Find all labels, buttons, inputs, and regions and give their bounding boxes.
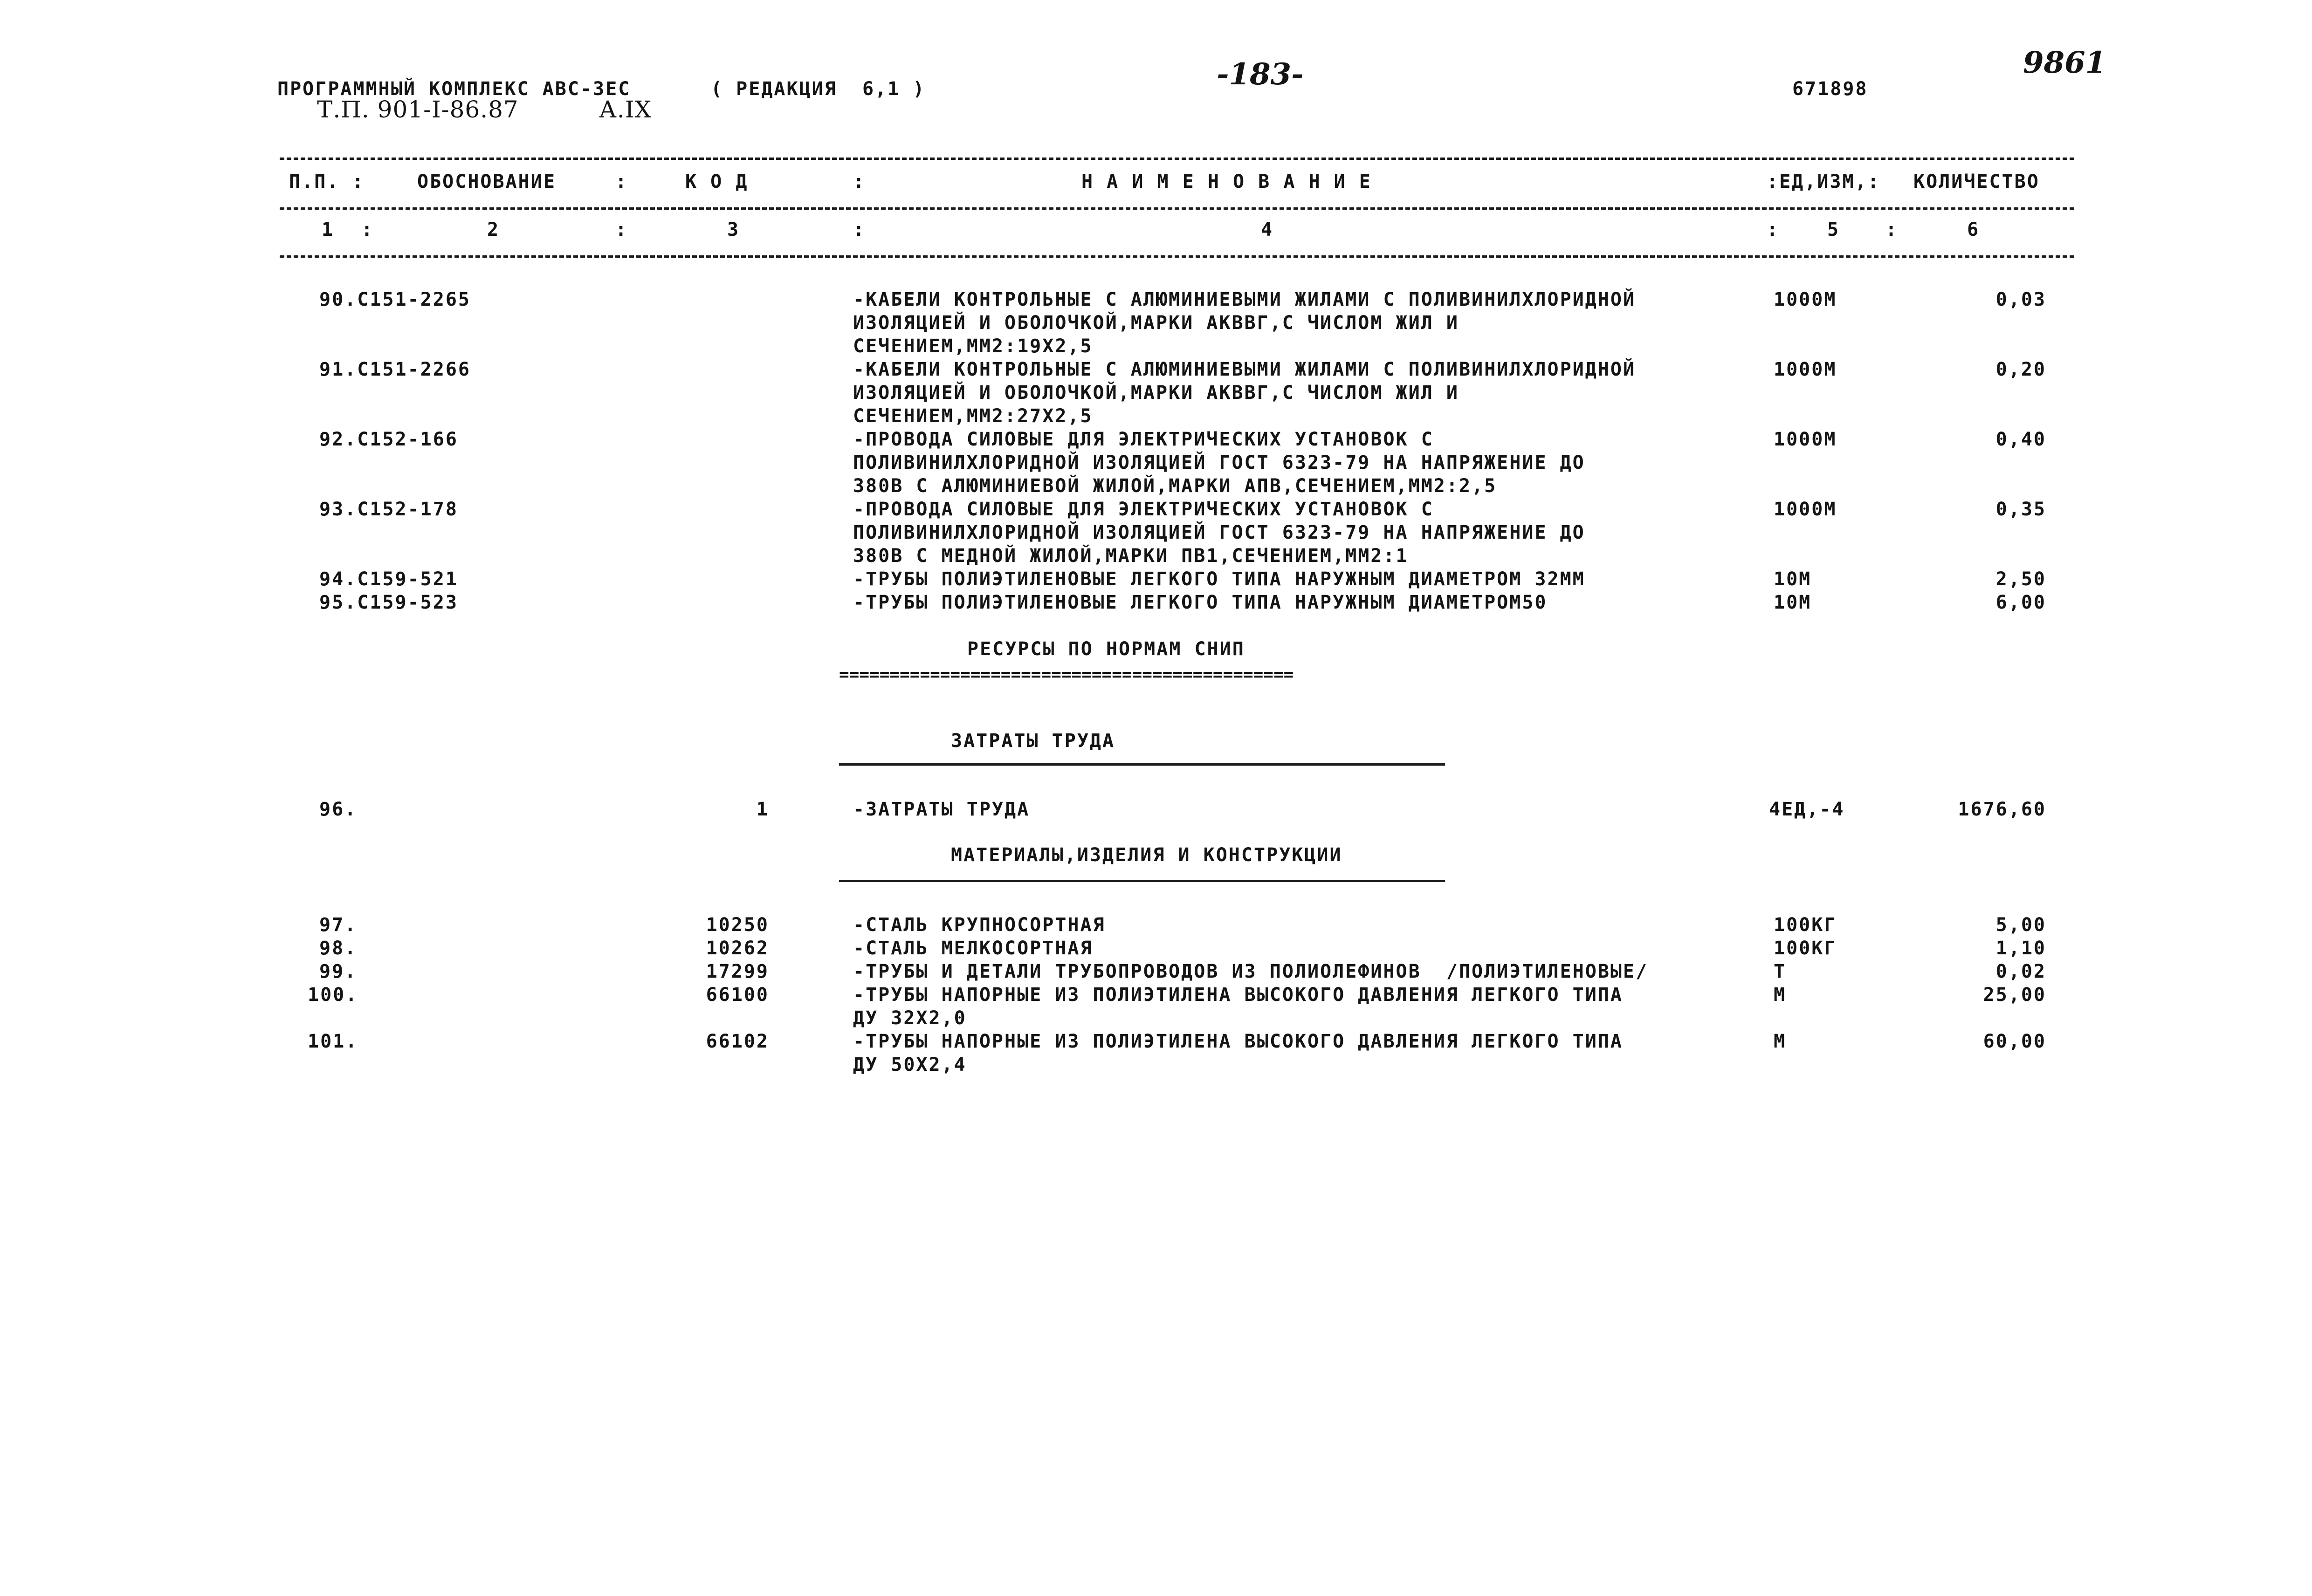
row-quantity: 0,40	[1995, 429, 2046, 450]
col-header-basis: ОБОСНОВАНИЕ	[417, 171, 556, 192]
row-quantity: 60,00	[1983, 1031, 2046, 1052]
album-number: А.IX	[599, 96, 652, 123]
col-header-sep1: :	[615, 171, 628, 192]
row-quantity: 6,00	[1995, 592, 2046, 613]
row-quantity: 0,02	[1995, 961, 2046, 982]
row-number: 92.С152-166	[319, 429, 458, 450]
row-unit: 10М	[1774, 569, 1812, 590]
col-number-sep3: :	[853, 219, 866, 240]
row-code: 17299	[706, 961, 769, 982]
col-header-sep2: :	[853, 171, 866, 192]
row-unit: 1000М	[1774, 359, 1837, 380]
row-quantity: 1,10	[1995, 938, 2046, 959]
row-unit: 10М	[1774, 592, 1812, 613]
col-number-3: 3	[727, 219, 740, 240]
col-header-unit: :ЕД,ИЗМ,:	[1767, 171, 1880, 192]
row-unit: М	[1774, 1031, 1787, 1052]
section-title-materials: МАТЕРИАЛЫ,ИЗДЕЛИЯ И КОНСТРУКЦИИ	[951, 844, 1342, 866]
col-number-sep5: :	[1885, 219, 1899, 240]
section-rule-labor	[839, 763, 1445, 766]
row-unit: 1000М	[1774, 289, 1837, 310]
row-number: 100.	[308, 984, 358, 1006]
row-name: -КАБЕЛИ КОНТРОЛЬНЫЕ С АЛЮМИНИЕВЫМИ ЖИЛАМИ С ПОЛИВИНИЛХЛОРИДНОЙ ИЗОЛЯЦИЕЙ И ОБОЛОЧКОЙ,МАРКИ АКВВГ,С ЧИСЛОМ ЖИЛ И СЕЧЕНИЕМ,ММ2:19Х2,5	[853, 289, 1636, 357]
row-code: 10262	[706, 938, 769, 959]
col-header-quantity: КОЛИЧЕСТВО	[1913, 171, 2040, 192]
row-name: -ТРУБЫ НАПОРНЫЕ ИЗ ПОЛИЭТИЛЕНА ВЫСОКОГО ДАВЛЕНИЯ ЛЕГКОГО ТИПА ДУ 32Х2,0	[853, 984, 1624, 1029]
row-name: -КАБЕЛИ КОНТРОЛЬНЫЕ С АЛЮМИНИЕВЫМИ ЖИЛАМИ С ПОЛИВИНИЛХЛОРИДНОЙ ИЗОЛЯЦИЕЙ И ОБОЛОЧКОЙ,МАРКИ АКВВГ,С ЧИСЛОМ ЖИЛ И СЕЧЕНИЕМ,ММ2:27Х2,5	[853, 359, 1636, 427]
col-header-code: К О Д	[685, 171, 749, 192]
col-number-1: 1	[322, 219, 335, 240]
row-quantity: 0,20	[1995, 359, 2046, 380]
section-title-labor: ЗАТРАТЫ ТРУДА	[951, 730, 1115, 752]
row-code: 1	[756, 799, 769, 820]
row-unit: Т	[1774, 961, 1787, 982]
row-unit: 100КГ	[1774, 914, 1837, 936]
row-unit: 1000М	[1774, 429, 1837, 450]
row-code: 66102	[706, 1031, 769, 1052]
row-name: -ТРУБЫ НАПОРНЫЕ ИЗ ПОЛИЭТИЛЕНА ВЫСОКОГО ДАВЛЕНИЯ ЛЕГКОГО ТИПА ДУ 50Х2,4	[853, 1031, 1624, 1075]
row-number: 95.С159-523	[319, 592, 458, 613]
row-number: 90.С151-2265	[319, 289, 471, 310]
col-number-2: 2	[487, 219, 500, 240]
row-name: -ТРУБЫ ПОЛИЭТИЛЕНОВЫЕ ЛЕГКОГО ТИПА НАРУЖНЫМ ДИАМЕТРОМ50	[853, 592, 1548, 613]
row-unit: 100КГ	[1774, 938, 1837, 959]
row-number: 91.С151-2266	[319, 359, 471, 380]
program-name: ПРОГРАММНЫЙ КОМПЛЕКС АВС-ЗЕС	[277, 78, 631, 100]
row-quantity: 1676,60	[1958, 799, 2046, 820]
col-number-sep4: :	[1767, 219, 1780, 240]
section-rule-materials	[839, 880, 1445, 882]
col-number-sep1: :	[361, 219, 374, 240]
row-number: 99.	[319, 961, 358, 982]
col-number-5: 5	[1827, 219, 1840, 240]
double-rule: =============================================	[839, 665, 1294, 684]
document-number: 671898	[1792, 78, 1868, 100]
row-quantity: 25,00	[1983, 984, 2046, 1006]
col-number-sep2: :	[615, 219, 628, 240]
row-unit: М	[1774, 984, 1787, 1006]
row-code: 66100	[706, 984, 769, 1006]
row-number: 94.С159-521	[319, 569, 458, 590]
row-number: 93.С152-178	[319, 499, 458, 520]
section-title-resources: РЕСУРСЫ ПО НОРМАМ СНИП	[967, 638, 1245, 660]
col-number-4: 4	[1261, 219, 1274, 240]
row-name: -ПРОВОДА СИЛОВЫЕ ДЛЯ ЭЛЕКТРИЧЕСКИХ УСТАНОВОК С ПОЛИВИНИЛХЛОРИДНОЙ ИЗОЛЯЦИЕЙ ГОСТ 6323-79 НА НАПРЯЖЕНИЕ ДО 380В С АЛЮМИНИЕВОЙ ЖИЛОЙ,МАРКИ АПВ,СЕЧЕНИЕМ,ММ2:2,5	[853, 429, 1585, 497]
project-number: Т.П. 901-I-86.87	[317, 96, 519, 123]
corner-handwritten-number: 9861	[2023, 45, 2106, 80]
row-name: -СТАЛЬ МЕЛКОСОРТНАЯ	[853, 938, 1093, 959]
row-quantity: 0,03	[1995, 289, 2046, 310]
row-name: -ЗАТРАТЫ ТРУДА	[853, 799, 1030, 820]
row-name: -ТРУБЫ ПОЛИЭТИЛЕНОВЫЕ ЛЕГКОГО ТИПА НАРУЖНЫМ ДИАМЕТРОМ 32ММ	[853, 569, 1585, 590]
row-number: 101.	[308, 1031, 358, 1052]
row-name: -ПРОВОДА СИЛОВЫЕ ДЛЯ ЭЛЕКТРИЧЕСКИХ УСТАНОВОК С ПОЛИВИНИЛХЛОРИДНОЙ ИЗОЛЯЦИЕЙ ГОСТ 6323-79 НА НАПРЯЖЕНИЕ ДО 380В С МЕДНОЙ ЖИЛОЙ,МАРКИ ПВ1,СЕЧЕНИЕМ,ММ2:1	[853, 499, 1585, 567]
header-top-rule	[280, 158, 2074, 160]
row-number: 98.	[319, 938, 358, 959]
header-bottom-rule	[280, 255, 2074, 258]
row-name: -ТРУБЫ И ДЕТАЛИ ТРУБОПРОВОДОВ ИЗ ПОЛИОЛЕФИНОВ /ПОЛИЭТИЛЕНОВЫЕ/	[853, 961, 1649, 982]
col-number-6: 6	[1967, 219, 1980, 240]
col-header-name: Н А И М Е Н О В А Н И Е	[1081, 171, 1372, 192]
row-unit: 1000М	[1774, 499, 1837, 520]
col-header-number: П.П. :	[289, 171, 365, 192]
page-number: -183-	[1217, 57, 1304, 92]
row-unit: 4ЕД,-4	[1769, 799, 1845, 820]
edition-label: ( РЕДАКЦИЯ 6,1 )	[711, 78, 926, 100]
row-code: 10250	[706, 914, 769, 936]
row-number: 96.	[319, 799, 358, 820]
header-mid-rule	[280, 207, 2074, 210]
row-number: 97.	[319, 914, 358, 936]
row-name: -СТАЛЬ КРУПНОСОРТНАЯ	[853, 914, 1106, 936]
row-quantity: 5,00	[1995, 914, 2046, 936]
row-quantity: 2,50	[1995, 569, 2046, 590]
row-quantity: 0,35	[1995, 499, 2046, 520]
